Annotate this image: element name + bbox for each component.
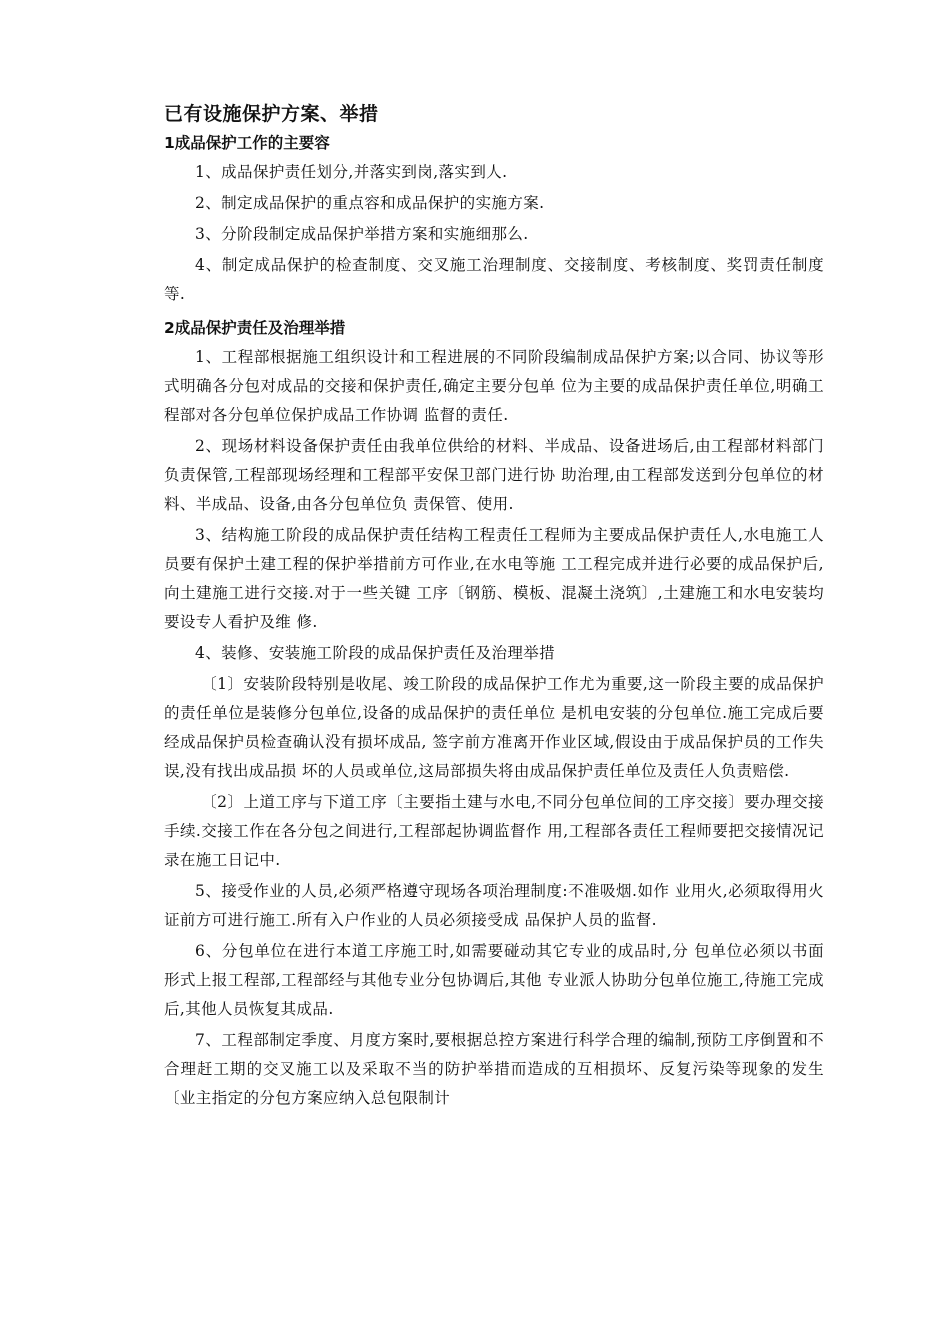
paragraph: 2、现场材料设备保护责任由我单位供给的材料、半成品、设备进场后,由工程部材料部门负责保管,工程部现场经理和工程部平安保卫部门进行协 助治理,由工程部发送到分包单位的材料、半成品、设备,由各分包单位负 责保管、使用. bbox=[164, 437, 824, 513]
paragraph: 1、工程部根据施工组织设计和工程进展的不同阶段编制成品保护方案;以合同、协议等形式明确各分包对成品的交接和保护责任,确定主要分包单 位为主要的成品保护责任单位,明确工程部对各分包单位保护成品工作协调 监督的责任. bbox=[164, 348, 824, 424]
document-body bbox=[164, 100, 824, 1115]
document-title: 已有设施保护方案、举措 bbox=[164, 103, 379, 125]
paragraph: 〔1〕安装阶段特别是收尾、竣工阶段的成品保护工作尤为重要,这一阶段主要的成品保护的责任单位是装修分包单位,设备的成品保护的责任单位 是机电安装的分包单位.施工完成后要经成品保护员检查确认没有损坏成品, 签字前方准离开作业区域,假设由于成品保护员的工作失误,没有找出成品损 坏的人员或单位,这局部损失将由成品保护责任单位及责任人负责赔偿. bbox=[164, 675, 824, 780]
paragraph: 3、分阶段制定成品保护举措方案和实施细那么. bbox=[195, 225, 529, 243]
paragraph: 7、工程部制定季度、月度方案时,要根据总控方案进行科学合理的编制,预防工序倒置和不合理赶工期的交叉施工以及采取不当的防护举措而造成的互相损坏、反复污染等现象的发生〔业主指定的分包方案应纳入总包限制计 bbox=[164, 1031, 824, 1107]
paragraph: 3、结构施工阶段的成品保护责任结构工程责任工程师为主要成品保护责任人,水电施工人员要有保护土建工程的保护举措前方可作业,在水电等施 工工程完成并进行必要的成品保护后,向土建施工进行交接.对于一些关键 工序〔钢筋、模板、混凝土浇筑〕,土建施工和水电安装均要设专人看护及维 修. bbox=[164, 526, 824, 631]
paragraph: 6、分包单位在进行本道工序施工时,如需要碰动其它专业的成品时,分 包单位必须以书面形式上报工程部,工程部经与其他专业分包协调后,其他 专业派人协助分包单位施工,待施工完成后,其他人员恢复其成品. bbox=[164, 942, 824, 1018]
paragraph: 4、装修、安装施工阶段的成品保护责任及治理举措 bbox=[195, 644, 556, 662]
section-heading: 2成品保护责任及治理举措 bbox=[164, 319, 346, 337]
paragraph: 〔2〕上道工序与下道工序〔主要指土建与水电,不同分包单位间的工序交接〕要办理交接手续.交接工作在各分包之间进行,工程部起协调监督作 用,工程部各责任工程师要把交接情况记录在施工日记中. bbox=[164, 793, 824, 869]
paragraph: 5、接受作业的人员,必须严格遵守现场各项治理制度:不准吸烟.如作 业用火,必须取得用火证前方可进行施工.所有入户作业的人员必须接受成 品保护人员的监督. bbox=[164, 882, 824, 929]
paragraph: 1、成品保护责任划分,并落实到岗,落实到人. bbox=[195, 163, 508, 181]
paragraph: 2、制定成品保护的重点容和成品保护的实施方案. bbox=[195, 194, 545, 212]
section-heading: 1成品保护工作的主要容 bbox=[164, 134, 330, 152]
paragraph: 4、制定成品保护的检查制度、交叉施工治理制度、交接制度、考核制度、奖罚责任制度等. bbox=[164, 256, 824, 303]
